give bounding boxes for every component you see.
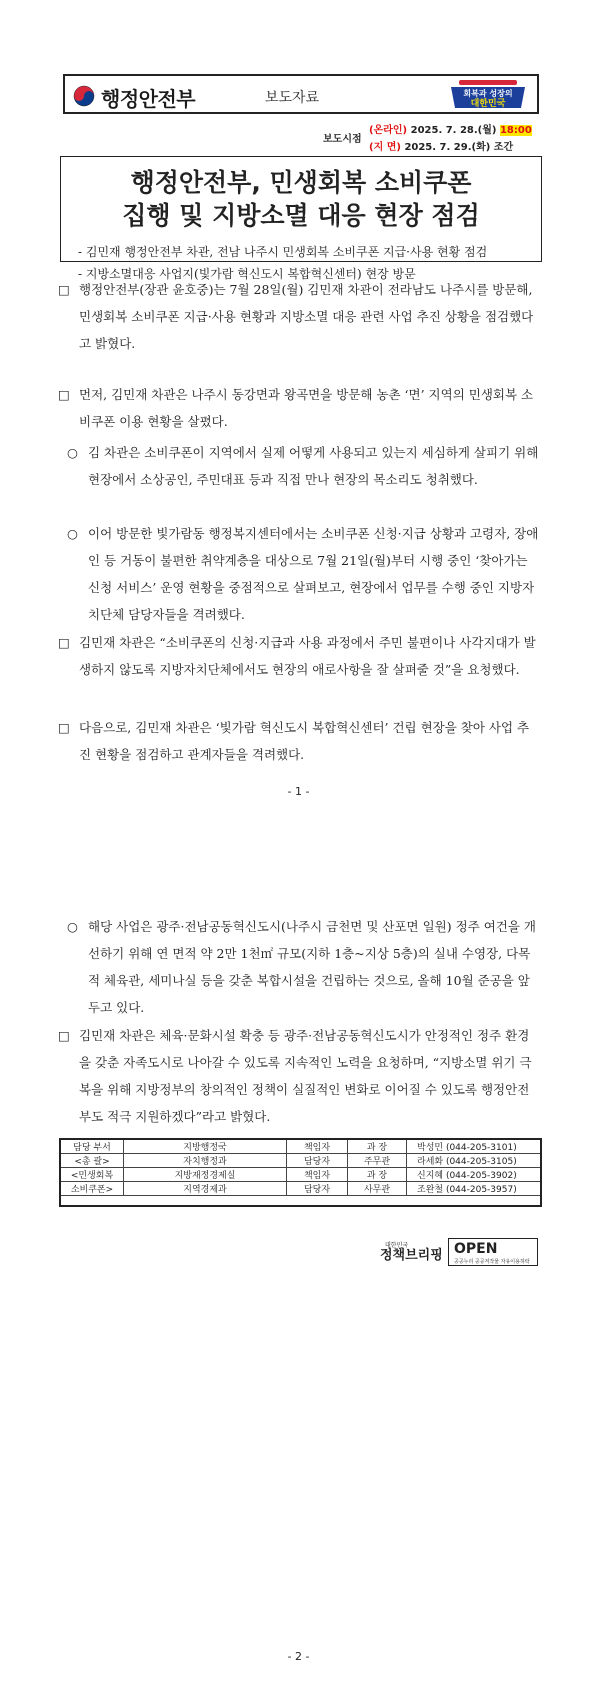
office-cell: 지방재정경제실 <box>124 1168 287 1182</box>
role-cell: 담당자 <box>287 1182 348 1196</box>
square-bullet: □ <box>58 387 70 402</box>
square-bullet: □ <box>58 635 70 650</box>
dept-cell: <총 괄> <box>61 1154 124 1168</box>
role-cell: 책임자 <box>287 1140 348 1154</box>
paragraph-7 <box>67 913 541 1021</box>
emblem-text-1: 회복과 성장의 <box>463 89 513 98</box>
paragraph-text: 이어 방문한 빛가람동 행정복지센터에서는 소비쿠폰 신청·지급 상황과 고령자, 장애인 등 거동이 불편한 취약계층을 대상으로 7월 21일(월)부터 시행 중인 ‘찾아가는 신청 서비스’ 운영 현황을 중점적으로 살펴보고, 현장에서 업무를 수행 중인 지방자치단체 담당자들을 격려했다. <box>88 526 539 622</box>
title-box <box>60 156 542 281</box>
office-cell: 자치행정과 <box>124 1154 287 1168</box>
release-paper <box>369 138 513 153</box>
headline-line-1: 행정안전부, 민생회복 소비쿠폰 <box>130 168 472 197</box>
ministry-name: 행정안전부 <box>101 87 196 111</box>
table-row <box>61 1154 541 1168</box>
table-row <box>61 1168 541 1182</box>
header-bar <box>63 74 539 114</box>
paragraph-text: 김민재 차관은 “소비쿠폰의 신청·지급과 사용 과정에서 주민 불편이나 사각지대가 발생하지 않도록 지방자치단체에서도 현장의 애로사항을 잘 살펴줄 것”을 요청했다. <box>79 635 536 677</box>
dept-cell: 담당 부서 <box>61 1140 124 1154</box>
office-cell: 지역경제과 <box>124 1182 287 1196</box>
paragraph-text: 해당 사업은 광주·전남공동혁신도시(나주시 금천면 및 산포면 일원) 정주 여건을 개선하기 위해 연 면적 약 2만 1천㎡ 규모(지하 1층~지상 5층)의 실내 수영장, 다목적 체육관, 세미나실 등을 갖춘 복합시설을 건립하는 것으로, 올해 10월 준공을 앞두고 있다. <box>88 919 536 1015</box>
contact-table <box>60 1139 541 1196</box>
paragraph-text: 먼저, 김민재 차관은 나주시 동강면과 왕곡면을 방문해 농촌 ‘면’ 지역의 민생회복 소비쿠폰 이용 현황을 살폈다. <box>79 387 534 429</box>
paragraph-2 <box>58 381 541 435</box>
paragraph-3 <box>67 439 541 493</box>
open-license-badge <box>448 1238 538 1266</box>
paragraph-6 <box>58 714 541 768</box>
paragraph-text: 김민재 차관은 체육·문화시설 확충 등 광주·전남공동혁신도시가 안정적인 정주 환경을 갖춘 자족도시로 나아갈 수 있도록 지속적인 노력을 요청하며, “지방소멸 위기 극복을 위해 지방정부의 창의적인 정책이 실질적인 변화로 이어질 수 있도록 행정안전부도 적극 지원하겠다”라고 밝혔다. <box>79 1028 532 1124</box>
taegeuk-logo-icon <box>73 85 95 107</box>
policy-briefing-logo: 정책브리핑 <box>380 1248 443 1263</box>
emblem-text-2: 대한민국 <box>470 99 506 109</box>
title-cell: 주무관 <box>348 1154 407 1168</box>
paragraph-text: 김 차관은 소비쿠폰이 지역에서 실제 어떻게 사용되고 있는지 세심하게 살피기 위해 현장에서 소상공인, 주민대표 등과 직접 만나 현장의 목소리도 청취했다. <box>88 445 539 487</box>
square-bullet: □ <box>58 720 70 735</box>
release-online-date: 2025. 7. 28.(월) <box>410 125 497 136</box>
square-bullet: □ <box>58 1028 70 1043</box>
release-paper-time: 조간 <box>493 142 514 153</box>
title-cell: 과 장 <box>348 1168 407 1182</box>
paragraph-1 <box>58 276 541 357</box>
paragraph-5 <box>58 629 541 683</box>
paragraph-8 <box>58 1022 541 1130</box>
paragraph-text: 다음으로, 김민재 차관은 ‘빛가람 혁신도시 복합혁신센터’ 건립 현장을 찾아 사업 추진 현황을 점검하고 관계자들을 격려했다. <box>79 720 530 762</box>
contact-cell: 박성민 (044-205-3101) <box>407 1140 541 1154</box>
circle-bullet: ○ <box>67 526 78 541</box>
release-paper-tag: (지 면) <box>369 142 401 153</box>
page-number-2: - 2 - <box>287 1650 310 1663</box>
paragraph-text: 행정안전부(장관 윤호중)는 7월 28일(월) 김민재 차관이 전라남도 나주시를 방문해, 민생회복 소비쿠폰 지급·사용 현황과 지방소멸 대응 관련 사업 추진 상황을 점검했다고 밝혔다. <box>79 282 534 351</box>
office-cell: 지방행정국 <box>124 1140 287 1154</box>
paragraph-4 <box>67 520 541 628</box>
table-row <box>61 1182 541 1196</box>
release-online <box>369 121 532 136</box>
dept-cell: <민생회복 <box>61 1168 124 1182</box>
page-number-1: - 1 - <box>287 785 310 798</box>
table-row <box>61 1140 541 1154</box>
title-cell: 사무관 <box>348 1182 407 1196</box>
role-cell: 책임자 <box>287 1168 348 1182</box>
contact-cell: 조완철 (044-205-3957) <box>407 1182 541 1196</box>
release-label: 보도시점 <box>323 134 362 145</box>
open-license-text: OPEN <box>454 1241 498 1257</box>
policy-briefing-small: 대한민국 <box>385 1242 409 1249</box>
release-paper-date: 2025. 7. 29.(화) <box>404 142 491 153</box>
square-bullet: □ <box>58 282 70 297</box>
role-cell: 담당자 <box>287 1154 348 1168</box>
press-release-label: 보도자료 <box>265 90 320 106</box>
release-online-time: 18:00 <box>499 125 532 136</box>
subheadline-2: - 지방소멸대응 사업지(빛가람 혁신도시 복합혁신센터) 현장 방문 <box>78 267 416 281</box>
dept-cell: 소비쿠폰> <box>61 1182 124 1196</box>
contact-cell: 신지혜 (044-205-3902) <box>407 1168 541 1182</box>
open-license-subtext: 공공누리 공공저작물 자유이용허락 <box>454 1259 530 1265</box>
circle-bullet: ○ <box>67 919 78 934</box>
headline-line-2: 집행 및 지방소멸 대응 현장 점검 <box>122 201 480 230</box>
campaign-emblem-icon <box>447 79 529 109</box>
title-cell: 과 장 <box>348 1140 407 1154</box>
circle-bullet: ○ <box>67 445 78 460</box>
contact-cell: 라세화 (044-205-3105) <box>407 1154 541 1168</box>
release-online-tag: (온라인) <box>369 125 408 136</box>
subheadline-1: - 김민재 행정안전부 차관, 전남 나주시 민생회복 소비쿠폰 지급·사용 현황 점검 <box>78 245 488 259</box>
